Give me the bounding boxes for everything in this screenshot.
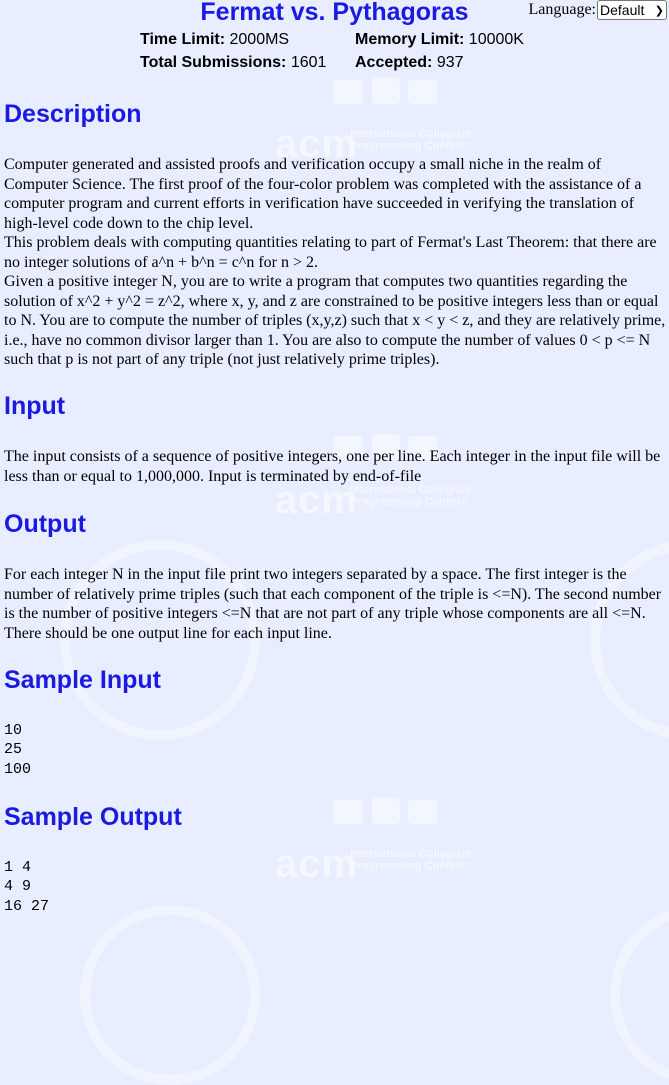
watermark-icon-block: [372, 78, 400, 104]
watermark-icon-block: [408, 800, 438, 824]
watermark-text: International Collegiate Programming Contest: [350, 848, 472, 872]
input-heading: Input: [4, 392, 66, 420]
watermark-logo: acm: [275, 478, 359, 522]
output-heading: Output: [4, 510, 86, 538]
accepted-value: 937: [436, 54, 464, 71]
problem-limits: [140, 28, 524, 74]
watermark-icon-block: [372, 798, 400, 824]
language-label: Language:: [528, 1, 596, 18]
description-heading: Description: [4, 100, 142, 128]
description-paragraph: Given a positive integer N, you are to write a program that computes two quantities regarding the solution of x^2 + y^2 = z^2, where x, y, and z are constrained to be positive integers less than or equal to N. You are to compute the number of triples (x,y,z) such that x < y < z, and they are relatively prime, i.e., have no common divisor larger than 1. You are also to compute the number of values 0 < p <= N such that p is not part of any triple (not just relatively prime triples).: [4, 273, 666, 368]
watermark-seal: [610, 905, 669, 1085]
watermark-text: International Collegiate Programming Contest: [350, 484, 472, 508]
watermark-seal: [80, 905, 260, 1085]
output-text: For each integer N in the input file print two integers separated by a space. The first integer is the number of relatively prime triples (such that each component of the triple is <=N). The second number is the number of positive integers <=N that are not part of any triple whose components are all <=N. There should be one output line for each input line.: [4, 566, 662, 642]
memory-limit-value: 10000K: [468, 31, 524, 48]
sample-output-heading: Sample Output: [4, 803, 182, 831]
language-selector: [528, 0, 667, 20]
watermark-logo: acm: [275, 842, 359, 886]
sample-output-block: 1 4 4 9 16 27: [4, 859, 50, 915]
memory-limit-label: Memory Limit:: [355, 31, 465, 48]
problem-title: Fermat vs. Pythagoras: [200, 0, 469, 26]
input-text: The input consists of a sequence of positive integers, one per line. Each integer in the input file will be less than or equal to 1,000,000. Input is terminated by end-of-file: [4, 448, 661, 485]
sample-input-heading: Sample Input: [4, 666, 161, 694]
accepted-label: Accepted:: [355, 54, 433, 71]
watermark-logo: acm: [275, 122, 359, 166]
watermark-icon-block: [408, 80, 438, 104]
time-limit-value: 2000MS: [229, 31, 290, 48]
description-paragraph: Computer generated and assisted proofs and verification occupy a small niche in the realm of Computer Science. The first proof of the four-color problem was completed with the assistance of a computer program and current efforts in verification have succeeded in verifying the translation of high-level code down to the chip level.: [4, 156, 642, 232]
watermark-icon-block: [333, 800, 363, 824]
total-submissions-label: Total Submissions:: [140, 54, 287, 71]
total-submissions-value: 1601: [290, 54, 327, 71]
description-paragraph: This problem deals with computing quantities relating to part of Fermat's Last Theorem: that there are no integer solutions of a^n + b^n = c^n for n > 2.: [4, 234, 657, 271]
language-dropdown[interactable]: [597, 0, 667, 20]
watermark-text: International Collegiate Programming Contest: [350, 128, 472, 152]
description-text: [4, 155, 666, 370]
language-selected-value: Default: [600, 2, 645, 18]
sample-input-block: 10 25 100: [4, 722, 32, 778]
watermark-icon-block: [333, 80, 363, 104]
chevron-down-icon: ❯: [654, 4, 664, 17]
time-limit-label: Time Limit:: [140, 31, 226, 48]
